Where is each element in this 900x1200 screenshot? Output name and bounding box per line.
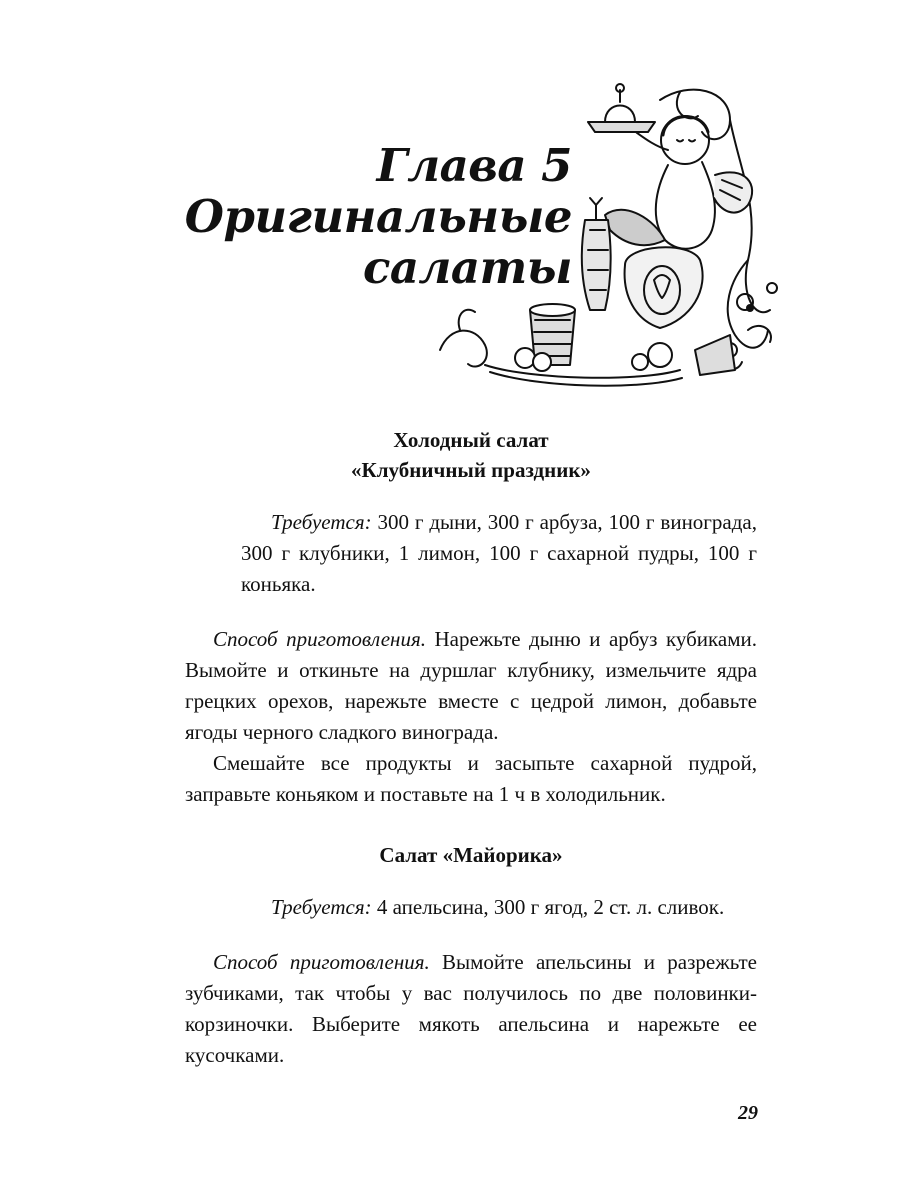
method-text: Нарежьте дыню и арбуз кубиками. Вымойте и откиньте на дуршлаг клубнику, измельчите ядра грецких орехов, нарежьте вместе с цедрой лимон, добавьте ягоды черного сладкого винограда. xyxy=(185,627,757,744)
page-content xyxy=(185,425,757,1071)
method-label: Способ приготовления. xyxy=(213,627,426,651)
recipe-title-line-2: «Клубничный праздник» xyxy=(351,458,591,482)
ingredients-label: Требуется: xyxy=(271,510,372,534)
chapter-title xyxy=(150,140,572,293)
chapter-number: Глава 5 xyxy=(376,139,572,192)
method-text: Вымойте апельсины и разрежьте зубчиками, так чтобы у вас получилось по две половинки-корзиночки. Выберите мякоть апельсина и нарежьте ее кусочками. xyxy=(185,950,757,1067)
method-paragraph xyxy=(185,947,757,1071)
recipe-strawberry-holiday xyxy=(185,425,757,810)
ingredients-paragraph xyxy=(185,507,757,600)
method-label: Способ приготовления. xyxy=(213,950,430,974)
ingredients-paragraph xyxy=(185,892,757,923)
method-paragraph xyxy=(185,624,757,748)
recipe-title-line-1: Холодный салат xyxy=(393,428,549,452)
recipe-title-line-1: Салат «Майорика» xyxy=(379,843,563,867)
chapter-title-line-2: салаты xyxy=(362,241,572,294)
ingredients-label: Требуется: xyxy=(271,895,372,919)
ingredients-text: 300 г дыни, 300 г арбуза, 100 г винограда, 300 г клубники, 1 лимон, 100 г сахарной пудры, 100 г коньяка. xyxy=(241,510,757,596)
ingredients-text: 4 апельсина, 300 г ягод, 2 ст. л. сливок. xyxy=(371,895,725,919)
chapter-title-line-1: Оригинальные xyxy=(184,190,572,243)
method-paragraph-2: Смешайте все продукты и засыпьте сахарной пудрой, заправьте коньяком и поставьте на 1 ч в холодильник. xyxy=(185,751,757,806)
recipe-title xyxy=(185,840,757,870)
recipe-majorca xyxy=(185,840,757,1071)
page-number: 29 xyxy=(738,1102,758,1124)
recipe-title xyxy=(185,425,757,485)
